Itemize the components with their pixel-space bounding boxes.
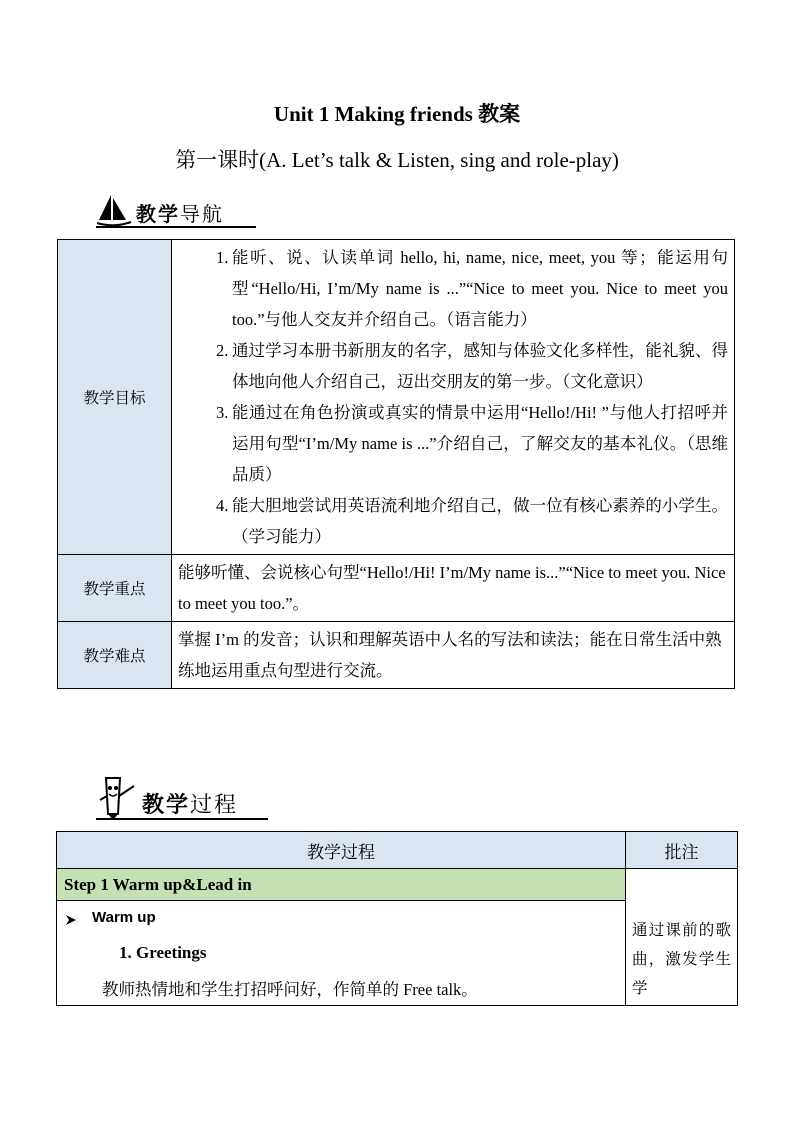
- goal-text: 能通过在角色扮演或真实的情景中运用“Hello!/Hi! ”与他人打招呼并运用句型“I’m/My name is ...”介绍自己，了解交友的基本礼仪。（思维品质）: [232, 403, 728, 484]
- goal-number: 3.: [216, 403, 229, 422]
- step-content: [57, 901, 626, 1006]
- table-row: [58, 240, 735, 555]
- goal-text: 能大胆地尝试用英语流利地介绍自己，做一位有核心素养的小学生。（学习能力）: [232, 496, 728, 546]
- column-header-notes: 批注: [626, 832, 738, 869]
- goal-item: [178, 335, 728, 397]
- key-points-text: 能够听懂、会说核心句型“Hello!/Hi! I’m/My name is...”“Nice to meet you. Nice to meet you too.”。: [172, 555, 735, 622]
- goal-number: 4.: [216, 496, 229, 515]
- bullet-heading: Warm up: [92, 909, 156, 926]
- row-label-goals: 教学目标: [58, 240, 172, 555]
- goal-item: [178, 490, 728, 552]
- table-row: [58, 555, 735, 622]
- difficulties-text: 掌握 I’m 的发音；认识和理解英语中人名的写法和读法；能在日常生活中熟练地运用重点句型进行交流。: [172, 622, 735, 689]
- goals-list: [172, 240, 735, 555]
- table-row: [57, 869, 738, 901]
- arrow-bullet-icon: [65, 913, 77, 931]
- note-cell: 通过课前的歌曲，激发学生学: [626, 869, 738, 1006]
- sub-heading: 1. Greetings: [119, 943, 207, 962]
- column-header-process: 教学过程: [57, 832, 626, 869]
- sailboat-icon: [96, 192, 132, 235]
- body-text: 教师热情地和学生打招呼问好，作简单的 Free talk。: [102, 980, 478, 999]
- document-subtitle: 第一课时(A. Let’s talk & Listen, sing and role-play): [175, 148, 619, 172]
- teaching-process-table: [56, 831, 738, 1006]
- banner-label-thin: 导航: [180, 202, 224, 226]
- document-title: Unit 1 Making friends 教案: [273, 102, 521, 126]
- banner-label-bold: 教学: [142, 793, 191, 818]
- teaching-goals-table: [57, 239, 735, 689]
- goal-item: [178, 397, 728, 490]
- goal-number: 1.: [216, 248, 229, 267]
- table-row: [58, 622, 735, 689]
- banner-label-bold: 教学: [136, 202, 180, 226]
- banner-label-thin: 过程: [190, 793, 239, 818]
- row-label-key-points: 教学重点: [58, 555, 172, 622]
- step-heading: Step 1 Warm up&Lead in: [57, 869, 626, 901]
- goal-text: 能听、说、认读单词 hello, hi, name, nice, meet, you 等；能运用句型“Hello/Hi, I’m/My name is ...”“Nice to meet you. Nice to meet you too.”与他人交友并介绍自己。（语言能力）: [232, 248, 728, 329]
- goal-number: 2.: [216, 341, 229, 360]
- banner-underline: [96, 818, 268, 820]
- table-header-row: [57, 832, 738, 869]
- row-label-difficulties: 教学难点: [58, 622, 172, 689]
- banner-underline: [96, 226, 256, 228]
- section-banner-process: [96, 778, 268, 822]
- goal-text: 通过学习本册书新朋友的名字，感知与体验文化多样性，能礼貌、得体地向他人介绍自己，迈出交朋友的第一步。（文化意识）: [232, 341, 728, 391]
- section-banner-guide: [96, 192, 256, 232]
- goal-item: [178, 242, 728, 335]
